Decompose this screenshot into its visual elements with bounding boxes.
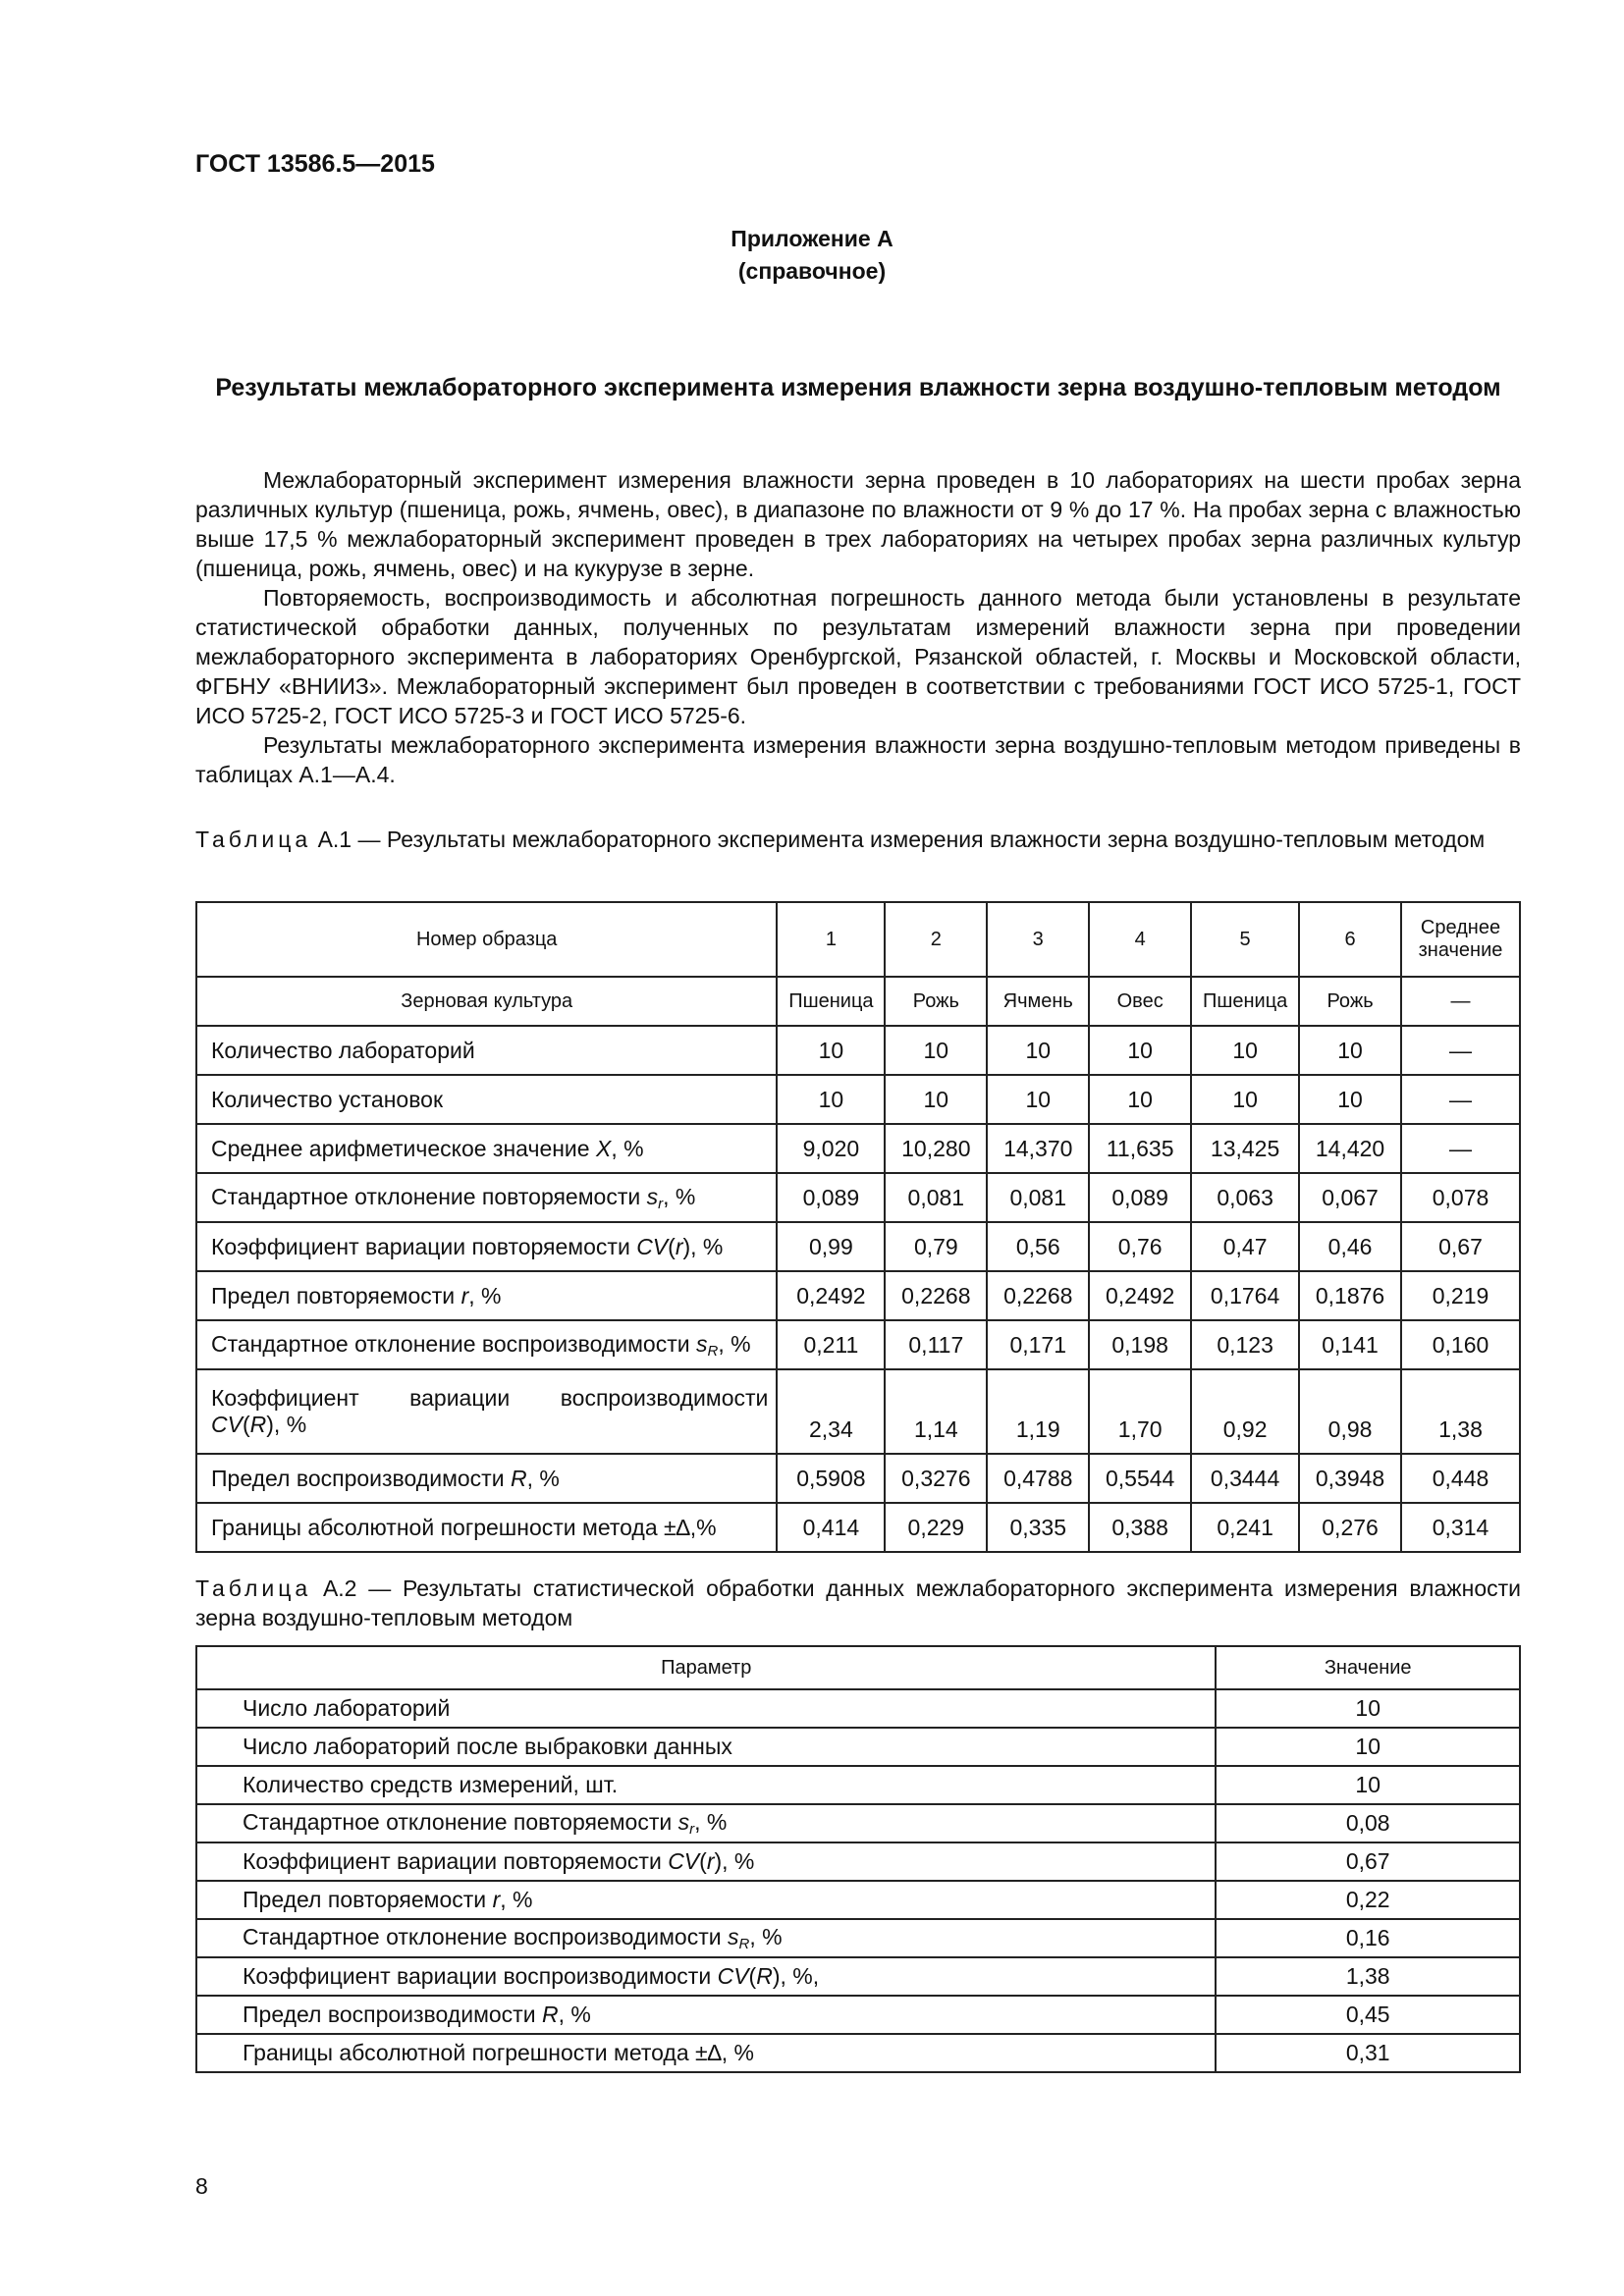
table-row: [196, 1689, 1520, 1728]
table-cell: 13,425: [1191, 1124, 1299, 1173]
table-cell: 10: [1216, 1728, 1520, 1766]
table-cell: 0,76: [1089, 1222, 1191, 1271]
table-cell: 0,31: [1216, 2034, 1520, 2072]
table-cell: 10: [885, 1026, 987, 1075]
table-cell: 0,67: [1401, 1222, 1520, 1271]
row-label: Стандартное отклонение воспроизводимости $s_R$, %: [196, 1919, 1216, 1957]
table1-caption-word: Таблица: [195, 827, 312, 852]
row-label: Число лабораторий: [196, 1689, 1216, 1728]
row-label: Число лабораторий после выбраковки данных: [196, 1728, 1216, 1766]
table-cell: 0,160: [1401, 1320, 1520, 1369]
table-row: [196, 1728, 1520, 1766]
paragraph: Повторяемость, воспроизводимость и абсолютная погрешность данного метода были установлены в результате статистической обработки данных, полученных по результатам измерений влажности зерна при проведении межлабораторного эксперимента в лабораториях Оренбургской, Рязанской областей, г. Москвы и Московской области, ФГБНУ «ВНИИЗ». Межлабораторный эксперимент был проведен в соответствии с требованиями ГОСТ ИСО 5725-1, ГОСТ ИСО 5725-2, ГОСТ ИСО 5725-3 и ГОСТ ИСО 5725-6.: [195, 585, 1521, 728]
crop-cell: Овес: [1089, 977, 1191, 1026]
table-cell: 0,1764: [1191, 1271, 1299, 1320]
table-row: [196, 1075, 1520, 1124]
table-row: [196, 1173, 1520, 1222]
table-cell: 0,229: [885, 1503, 987, 1552]
table-cell: 1,38: [1401, 1369, 1520, 1454]
row-label: Стандартное отклонение повторяемости $s_r$, %: [196, 1173, 777, 1222]
table-row: [196, 1026, 1520, 1075]
table-cell: 0,1876: [1299, 1271, 1401, 1320]
table-cell: 10: [777, 1026, 885, 1075]
header-sample-6: 6: [1299, 902, 1401, 977]
table-cell: 0,314: [1401, 1503, 1520, 1552]
table-cell: 0,47: [1191, 1222, 1299, 1271]
table1-caption: [195, 825, 1521, 854]
table-cell: 0,4788: [987, 1454, 1089, 1503]
header-sample-1: 1: [777, 902, 885, 977]
results-table: [195, 901, 1521, 1553]
header-sample-5: 5: [1191, 902, 1299, 977]
row-label: Стандартное отклонение воспроизводимости $s_R$, %: [196, 1320, 777, 1369]
table-cell: 0,081: [987, 1173, 1089, 1222]
header-mean-value: Среднее значение: [1401, 902, 1520, 977]
table-row: [196, 1320, 1520, 1369]
table-cell: —: [1401, 1026, 1520, 1075]
paragraph: Результаты межлабораторного эксперимента измерения влажности зерна воздушно-тепловым методом приведены в таблицах А.1—А.4.: [195, 732, 1521, 787]
row-label: Среднее арифметическое значение X, %: [196, 1124, 777, 1173]
page-number: 8: [195, 2173, 208, 2199]
row-label: Количество лабораторий: [196, 1026, 777, 1075]
table-cell: 0,089: [777, 1173, 885, 1222]
table-cell: 0,56: [987, 1222, 1089, 1271]
appendix-title: Приложение А: [731, 226, 893, 251]
table-row: [196, 1804, 1520, 1842]
table-cell: 0,063: [1191, 1173, 1299, 1222]
row-label: Предел повторяемости r, %: [196, 1881, 1216, 1919]
table-cell: 0,45: [1216, 1996, 1520, 2034]
table-row: [196, 1881, 1520, 1919]
crop-cell: Рожь: [1299, 977, 1401, 1026]
table-cell: 0,219: [1401, 1271, 1520, 1320]
table-cell: 0,241: [1191, 1503, 1299, 1552]
table-row: [196, 1766, 1520, 1804]
table-cell: 10: [1216, 1766, 1520, 1804]
row-label: Границы абсолютной погрешности метода ±∆, %: [196, 2034, 1216, 2072]
table-row: [196, 2034, 1520, 2072]
table-cell: 0,335: [987, 1503, 1089, 1552]
header-parameter: Параметр: [196, 1646, 1216, 1689]
table-cell: 0,067: [1299, 1173, 1401, 1222]
table-header-row: [196, 902, 1520, 977]
table-cell: 0,98: [1299, 1369, 1401, 1454]
row-label: Границы абсолютной погрешности метода ±∆,%: [196, 1503, 777, 1552]
table-row: [196, 1503, 1520, 1552]
row-label: Предел воспроизводимости R, %: [196, 1454, 777, 1503]
table2-caption-word: Таблица: [195, 1575, 312, 1601]
table-cell: 0,67: [1216, 1842, 1520, 1881]
table-cell: 1,38: [1216, 1957, 1520, 1996]
table-cell: 10: [777, 1075, 885, 1124]
table-cell: 0,46: [1299, 1222, 1401, 1271]
table-cell: 14,370: [987, 1124, 1089, 1173]
table1-caption-text: А.1 — Результаты межлабораторного эксперимента измерения влажности зерна воздушно-тепловым методом: [317, 827, 1486, 852]
table-cell: 1,70: [1089, 1369, 1191, 1454]
row-label: Стандартное отклонение повторяемости $s_r$, %: [196, 1804, 1216, 1842]
table-row: [196, 1996, 1520, 2034]
table-cell: 11,635: [1089, 1124, 1191, 1173]
crop-cell: —: [1401, 977, 1520, 1026]
table-cell: 0,171: [987, 1320, 1089, 1369]
table-cell: 1,14: [885, 1369, 987, 1454]
table-cell: 0,22: [1216, 1881, 1520, 1919]
row-label: Количество установок: [196, 1075, 777, 1124]
row-label: Коэффициент вариации воспроизводимости CV(R), %: [196, 1369, 777, 1454]
table-crop-row: [196, 977, 1520, 1026]
table-cell: 10: [987, 1075, 1089, 1124]
body-text: [195, 465, 1521, 789]
table-row: [196, 1124, 1520, 1173]
table-cell: 10: [1089, 1075, 1191, 1124]
table-cell: 0,388: [1089, 1503, 1191, 1552]
header-sample-2: 2: [885, 902, 987, 977]
table-row: [196, 1919, 1520, 1957]
table-cell: 10: [1089, 1026, 1191, 1075]
table-cell: 0,5544: [1089, 1454, 1191, 1503]
statistics-table: [195, 1645, 1521, 2073]
table-cell: 10: [1299, 1026, 1401, 1075]
row-label: Предел воспроизводимости R, %: [196, 1996, 1216, 2034]
table-cell: —: [1401, 1075, 1520, 1124]
table-cell: 0,08: [1216, 1804, 1520, 1842]
table-cell: 9,020: [777, 1124, 885, 1173]
table-row: [196, 1271, 1520, 1320]
table-cell: 0,198: [1089, 1320, 1191, 1369]
table-cell: —: [1401, 1124, 1520, 1173]
table-cell: 0,3444: [1191, 1454, 1299, 1503]
row-label: Коэффициент вариации повторяемости CV(r), %: [196, 1222, 777, 1271]
table-cell: 10: [987, 1026, 1089, 1075]
table-cell: 0,79: [885, 1222, 987, 1271]
table-row: [196, 1842, 1520, 1881]
table-cell: 0,3276: [885, 1454, 987, 1503]
table-row: [196, 1369, 1520, 1454]
table-cell: 0,211: [777, 1320, 885, 1369]
table2-caption-text: А.2 — Результаты статистической обработки данных межлабораторного эксперимента измерения влажности зерна воздушно-тепловым методом: [195, 1575, 1522, 1630]
table-cell: 0,2268: [987, 1271, 1089, 1320]
table-row: [196, 1454, 1520, 1503]
crop-cell: Пшеница: [777, 977, 885, 1026]
table-cell: 0,448: [1401, 1454, 1520, 1503]
header-sample-3: 3: [987, 902, 1089, 977]
table-cell: 0,081: [885, 1173, 987, 1222]
crop-cell: Пшеница: [1191, 977, 1299, 1026]
table-cell: 10: [1216, 1689, 1520, 1728]
table-cell: 14,420: [1299, 1124, 1401, 1173]
table-cell: 0,276: [1299, 1503, 1401, 1552]
paragraph: Межлабораторный эксперимент измерения влажности зерна проведен в 10 лабораториях на шести пробах зерна различных культур (пшеница, рожь, ячмень, овес), в диапазоне по влажности от 9 % до 17 %. На пробах зерна с влажностью выше 17,5 % межлабораторный эксперимент проведен в трех лабораториях на четырех пробах зерна различных культур (пшеница, рожь, ячмень, овес) и на кукурузе в зерне.: [195, 467, 1521, 581]
table-cell: 0,078: [1401, 1173, 1520, 1222]
table-cell: 10: [1299, 1075, 1401, 1124]
table-row: [196, 1957, 1520, 1996]
table-cell: 10: [1191, 1075, 1299, 1124]
main-title: Результаты межлабораторного эксперимента измерения влажности зерна воздушно-тепловым методом: [215, 374, 1501, 401]
document-code: ГОСТ 13586.5—2015: [195, 150, 435, 178]
header-sample-4: 4: [1089, 902, 1191, 977]
table-cell: 1,19: [987, 1369, 1089, 1454]
table-cell: 0,123: [1191, 1320, 1299, 1369]
header-value: Значение: [1216, 1646, 1520, 1689]
table-row: [196, 1222, 1520, 1271]
row-label: Предел повторяемости r, %: [196, 1271, 777, 1320]
table-cell: 0,2492: [777, 1271, 885, 1320]
appendix-subtitle: (справочное): [737, 258, 887, 284]
table-cell: 0,414: [777, 1503, 885, 1552]
table-cell: 2,34: [777, 1369, 885, 1454]
table-cell: 10,280: [885, 1124, 987, 1173]
crop-cell: Рожь: [885, 977, 987, 1026]
table-cell: 0,5908: [777, 1454, 885, 1503]
row-label: Коэффициент вариации повторяемости CV(r), %: [196, 1842, 1216, 1881]
table-header-row: [196, 1646, 1520, 1689]
table-cell: 0,2268: [885, 1271, 987, 1320]
table2-caption: [195, 1574, 1521, 1632]
crop-label: Зерновая культура: [196, 977, 777, 1026]
table-cell: 0,2492: [1089, 1271, 1191, 1320]
header-sample-number: Номер образца: [196, 902, 777, 977]
row-label: Коэффициент вариации воспроизводимости CV(R), %,: [196, 1957, 1216, 1996]
table-cell: 0,3948: [1299, 1454, 1401, 1503]
table-cell: 0,99: [777, 1222, 885, 1271]
table-cell: 0,117: [885, 1320, 987, 1369]
table-cell: 10: [1191, 1026, 1299, 1075]
table-cell: 0,92: [1191, 1369, 1299, 1454]
table-cell: 0,089: [1089, 1173, 1191, 1222]
table-cell: 0,16: [1216, 1919, 1520, 1957]
table-cell: 10: [885, 1075, 987, 1124]
table-cell: 0,141: [1299, 1320, 1401, 1369]
row-label: Количество средств измерений, шт.: [196, 1766, 1216, 1804]
crop-cell: Ячмень: [987, 977, 1089, 1026]
